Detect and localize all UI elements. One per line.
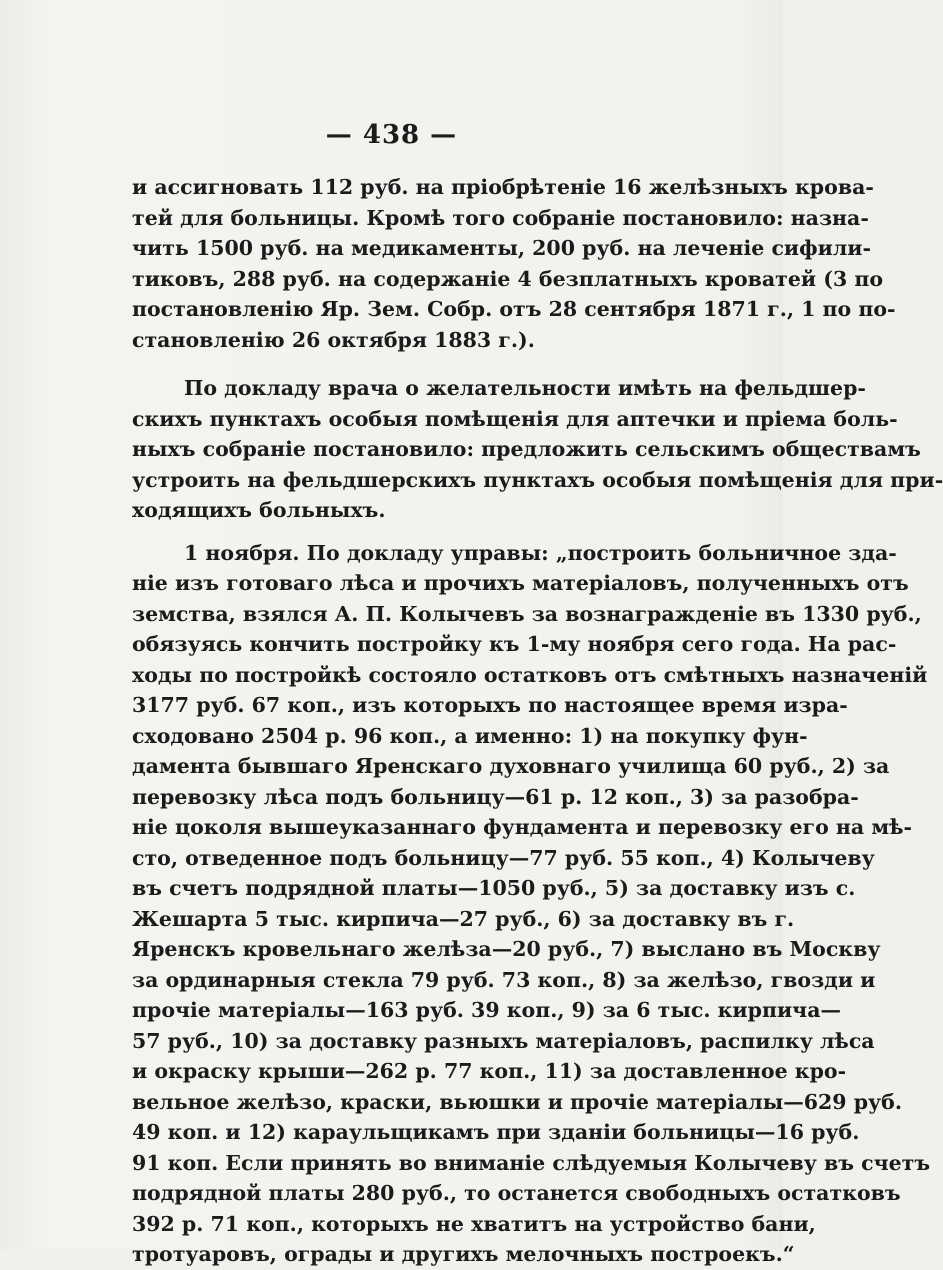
- text-line: сто, отведенное подъ больницу—77 руб. 55 коп., 4) Колычеву: [132, 845, 875, 870]
- page-number: — 438 —: [325, 120, 458, 150]
- text-line: за ординарныя стекла 79 руб. 73 коп., 8) за желѣзо, гвозди и: [132, 967, 876, 992]
- text-line: чить 1500 руб. на медикаменты, 200 руб. на леченіе сифили-: [132, 236, 871, 260]
- text-line: тей для больницы. Кромѣ того собраніе постановило: назна-: [132, 205, 869, 230]
- text-line: 1 ноября. По докладу управы: „построить больничное зда-: [184, 540, 897, 565]
- text-line: земства, взялся А. П. Колычевъ за вознагражденіе въ 1330 руб.,: [132, 601, 922, 626]
- text-line: и окраску крыши—262 р. 77 коп., 11) за доставленное кро-: [132, 1059, 847, 1083]
- text-line: сходовано 2504 р. 96 коп., а именно: 1) на покупку фун-: [132, 723, 808, 748]
- text-line: ніе цоколя вышеуказаннаго фундамента и перевозку его на мѣ-: [132, 815, 913, 839]
- text-line: ныхъ собраніе постановило: предложить сельскимъ обществамъ: [132, 437, 921, 461]
- text-line: устроить на фельдшерскихъ пунктахъ особыя помѣщенія для при-: [132, 467, 943, 492]
- text-line: 392 р. 71 коп., которыхъ не хватитъ на устройство бани,: [132, 1211, 816, 1236]
- text-line: постановленію Яр. Зем. Собр. отъ 28 сентября 1871 г., 1 по по-: [132, 297, 896, 321]
- text-line: въ счетъ подрядной платы—1050 руб., 5) за доставку изъ с.: [132, 876, 856, 900]
- text-line: и ассигновать 112 руб. на пріобрѣтеніе 16 желѣзныхъ крова-: [132, 175, 874, 199]
- text-line: тиковъ, 288 руб. на содержаніе 4 безплатныхъ кроватей (3 по: [132, 266, 884, 291]
- text-line: подрядной платы 280 руб., то останется свободныхъ остатковъ: [132, 1181, 901, 1205]
- text-line: становленію 26 октября 1883 г.).: [132, 327, 535, 352]
- text-line: обязуясь кончить постройку къ 1-му ноября сего года. На рас-: [132, 632, 897, 656]
- text-line: 91 коп. Если принять во вниманіе слѣдуемыя Колычеву въ счетъ: [132, 1150, 931, 1175]
- text-line: тротуаровъ, ограды и другихъ мелочныхъ построекъ.“: [132, 1242, 795, 1266]
- text-line: 49 коп. и 12) караульщикамъ при зданіи больницы—16 руб.: [132, 1120, 860, 1144]
- text-line: По докладу врача о желательности имѣть на фельдшер-: [184, 376, 866, 400]
- paragraph-2: [132, 373, 943, 526]
- paragraph-1: [132, 172, 896, 355]
- page-body: [132, 172, 943, 1270]
- text-line: перевозку лѣса подъ больницу—61 р. 12 коп., 3) за разобра-: [132, 784, 859, 809]
- paragraph-3: [132, 538, 931, 1270]
- text-line: Яренскъ кровельнаго желѣза—20 руб., 7) выслано въ Москву: [132, 937, 881, 961]
- text-line: скихъ пунктахъ особыя помѣщенія для аптечки и пріема боль-: [132, 406, 898, 431]
- text-line: 3177 руб. 67 коп., изъ которыхъ по настоящее время изра-: [132, 693, 848, 717]
- text-line: ходящихъ больныхъ.: [132, 498, 386, 522]
- text-line: 57 руб., 10) за доставку разныхъ матеріаловъ, распилку лѣса: [132, 1028, 875, 1053]
- text-line: прочіе матеріалы—163 руб. 39 коп., 9) за 6 тыс. кирпича—: [132, 998, 841, 1022]
- text-line: ходы по постройкѣ состояло остатковъ отъ смѣтныхъ назначеній: [132, 662, 928, 687]
- text-line: Жешарта 5 тыс. кирпича—27 руб., 6) за доставку въ г.: [132, 906, 795, 931]
- text-line: вельное желѣзо, краски, вьюшки и прочіе матеріалы—629 руб.: [132, 1089, 902, 1114]
- text-line: дамента бывшаго Яренскаго духовнаго училища 60 руб., 2) за: [132, 754, 890, 778]
- text-line: ніе изъ готоваго лѣса и прочихъ матеріаловъ, полученныхъ отъ: [132, 571, 909, 595]
